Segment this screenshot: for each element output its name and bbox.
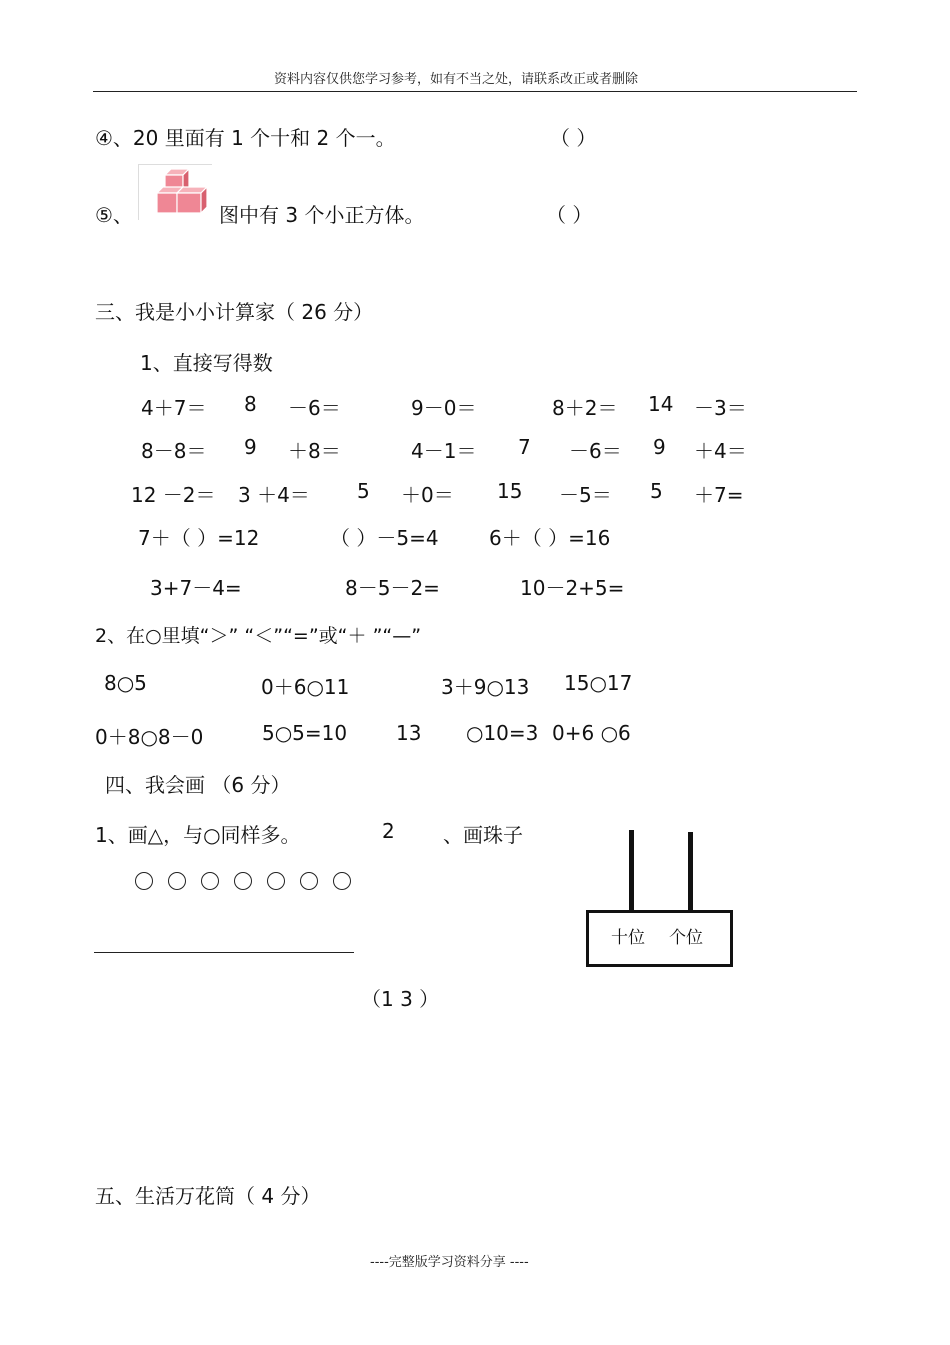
calc-item: 9 [244,435,257,459]
tens-label: 十位 [611,928,645,948]
abacus-number: （1 3 ） [361,987,440,1011]
compare-item: 0+6 ○6 [552,721,631,745]
cubes-image [138,164,212,220]
judge-q5-prefix: ⑤、 [95,203,133,227]
circle-row [135,872,366,894]
calc-item: 8－8＝ [141,439,207,463]
calc-item: 8－5－2= [345,576,440,600]
header-divider [93,91,857,92]
triangle-answer-line[interactable] [94,952,354,953]
ones-rod[interactable] [688,832,693,912]
section3-title: 三、我是小小计算家（ 26 分） [95,300,374,324]
calc-item: ＋7= [694,483,744,507]
fill-blank-item: （ ）－5=4 [330,526,439,550]
tens-rod[interactable] [629,830,634,912]
section5-title: 五、生活万花筒（ 4 分） [95,1184,321,1208]
calc-item: 5 [650,479,663,503]
circle-icon [168,872,186,890]
calc-item: 12 －2＝ [131,483,216,507]
header-notice: 资料内容仅供您学习参考，如有不当之处，请联系改正或者删除 [274,72,639,87]
calc-item: ＋0＝ [401,483,454,507]
calc-item: 4－1＝ [411,439,477,463]
circle-icon [300,872,318,890]
judge-q5-blank[interactable]: （ ） [546,203,593,227]
calc-item: －3＝ [694,396,747,420]
calc-item: －6＝ [288,396,341,420]
calc-item: 14 [648,392,674,416]
calc-item: 3+7－4= [150,576,242,600]
circle-icon [201,872,219,890]
calc-item: －6＝ [569,439,622,463]
three-cubes-icon [139,165,212,220]
calc-item: －5＝ [559,483,612,507]
section4-q1: 1、画△，与○同样多。 [95,823,301,847]
calc-item: 9 [653,435,666,459]
circle-icon [135,872,153,890]
circle-icon [267,872,285,890]
compare-item: 13 [396,721,422,745]
fill-blank-item: 7＋（ ）=12 [138,526,260,550]
compare-item: 15○17 [564,671,633,695]
section3-sub2: 2、在○里填“＞” “＜”“=”或“＋ ”“—” [95,625,422,647]
judge-q5-text: 图中有 3 个小正方体。 [219,203,425,227]
ones-label: 个位 [669,928,703,948]
section4-q2-number: 2 [382,819,395,843]
compare-item: ○10=3 [466,721,539,745]
circle-icon [333,872,351,890]
section4-q2-text: 、画珠子 [443,823,523,847]
judge-q4-blank[interactable]: （ ） [550,126,597,150]
calc-item: ＋4＝ [694,439,747,463]
calc-item: 8＋2＝ [552,396,618,420]
compare-item: 0＋8○8－0 [95,725,204,749]
calc-item: 15 [497,479,523,503]
compare-item: 5○5=10 [262,721,348,745]
calc-item: 10－2+5= [520,576,625,600]
calc-item: 7 [518,435,531,459]
compare-item: 0＋6○11 [261,675,350,699]
calc-item: 3 ＋4＝ [238,483,310,507]
calc-item: 4＋7＝ [141,396,207,420]
section4-title: 四、我会画 （6 分） [105,773,291,797]
calc-item: 9－0＝ [411,396,477,420]
compare-item: 8○5 [104,671,147,695]
compare-item: 3＋9○13 [441,675,530,699]
calc-item: 8 [244,392,257,416]
judge-q4-text: ④、20 里面有 1 个十和 2 个一。 [95,126,396,150]
circle-icon [234,872,252,890]
footer-text: ----完整版学习资料分享 ---- [370,1255,529,1270]
abacus-base [586,910,733,967]
calc-item: ＋8＝ [288,439,341,463]
calc-item: 5 [357,479,370,503]
section3-sub1: 1、直接写得数 [140,351,273,375]
fill-blank-item: 6＋（ ）=16 [489,526,611,550]
